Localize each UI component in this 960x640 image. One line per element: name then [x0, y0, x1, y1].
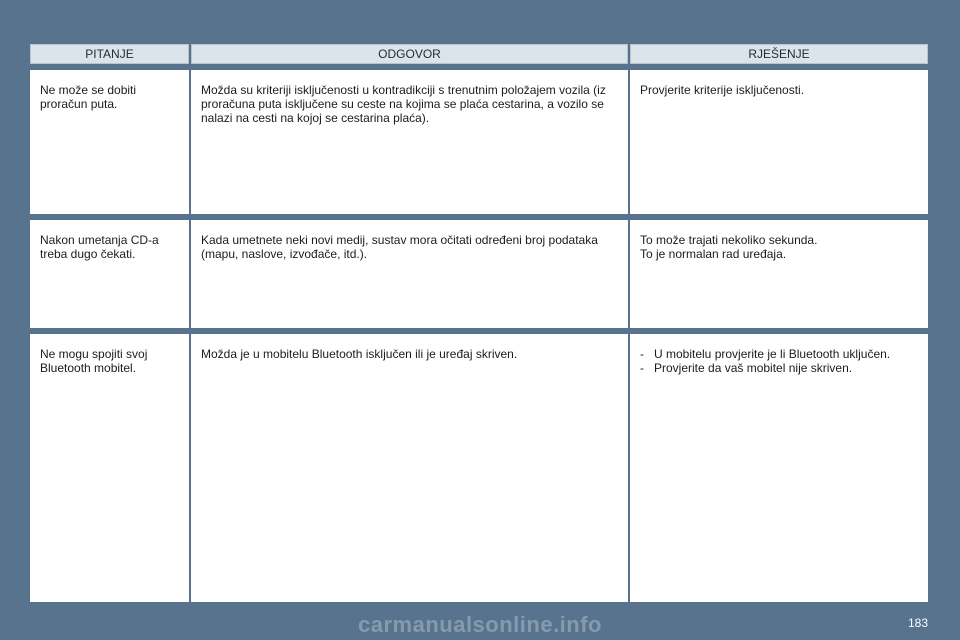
row2-solution: [630, 220, 928, 328]
row1-answer-text: Možda su kriteriji isključenosti u kontradikciji s trenutnim položajem vozila (iz proračuna puta isključene su ceste na kojima se plaća cestarina, a vozilo se nalazi na cesti na kojoj se cestarina plaća).: [201, 83, 606, 125]
row1-question: [30, 70, 189, 214]
row3-solution: [630, 334, 928, 602]
page-number: 183: [907, 616, 928, 630]
row3-solution-item2: Provjerite da vaš mobitel nije skriven.: [654, 361, 853, 375]
dash-bullet: -: [640, 361, 644, 375]
row1-answer: [191, 70, 628, 214]
row3-answer: [191, 334, 628, 602]
list-item: [640, 361, 918, 375]
row1-solution: [630, 70, 928, 214]
row3-answer-text: Možda je u mobitelu Bluetooth isključen ili je uređaj skriven.: [201, 347, 518, 361]
row3-question: [30, 334, 189, 602]
row1-question-text: Ne može se dobiti proračun puta.: [40, 83, 137, 111]
watermark: carmanualsonline.info: [358, 612, 602, 637]
row1-solution-text: Provjerite kriterije isključenosti.: [640, 83, 805, 97]
row2-solution-line1: To može trajati nekoliko sekunda.: [640, 233, 818, 247]
header-question: PITANJE: [30, 44, 189, 64]
row2-question-text: Nakon umetanja CD-a treba dugo čekati.: [40, 233, 159, 261]
list-item: [640, 347, 918, 361]
header-solution: RJEŠENJE: [630, 44, 928, 64]
row2-answer: [191, 220, 628, 328]
row2-solution-line2: To je normalan rad uređaja.: [640, 247, 787, 261]
row3-question-text: Ne mogu spojiti svoj Bluetooth mobitel.: [40, 347, 148, 375]
row3-solution-item1: U mobitelu provjerite je li Bluetooth uključen.: [654, 347, 891, 361]
header-answer: ODGOVOR: [191, 44, 628, 64]
dash-bullet: -: [640, 347, 644, 361]
row2-question: [30, 220, 189, 328]
row3-solution-list: [640, 347, 918, 375]
row2-answer-text: Kada umetnete neki novi medij, sustav mora očitati određeni broj podataka (mapu, naslove, izvođače, itd.).: [201, 233, 598, 261]
troubleshooting-table: [30, 44, 928, 607]
